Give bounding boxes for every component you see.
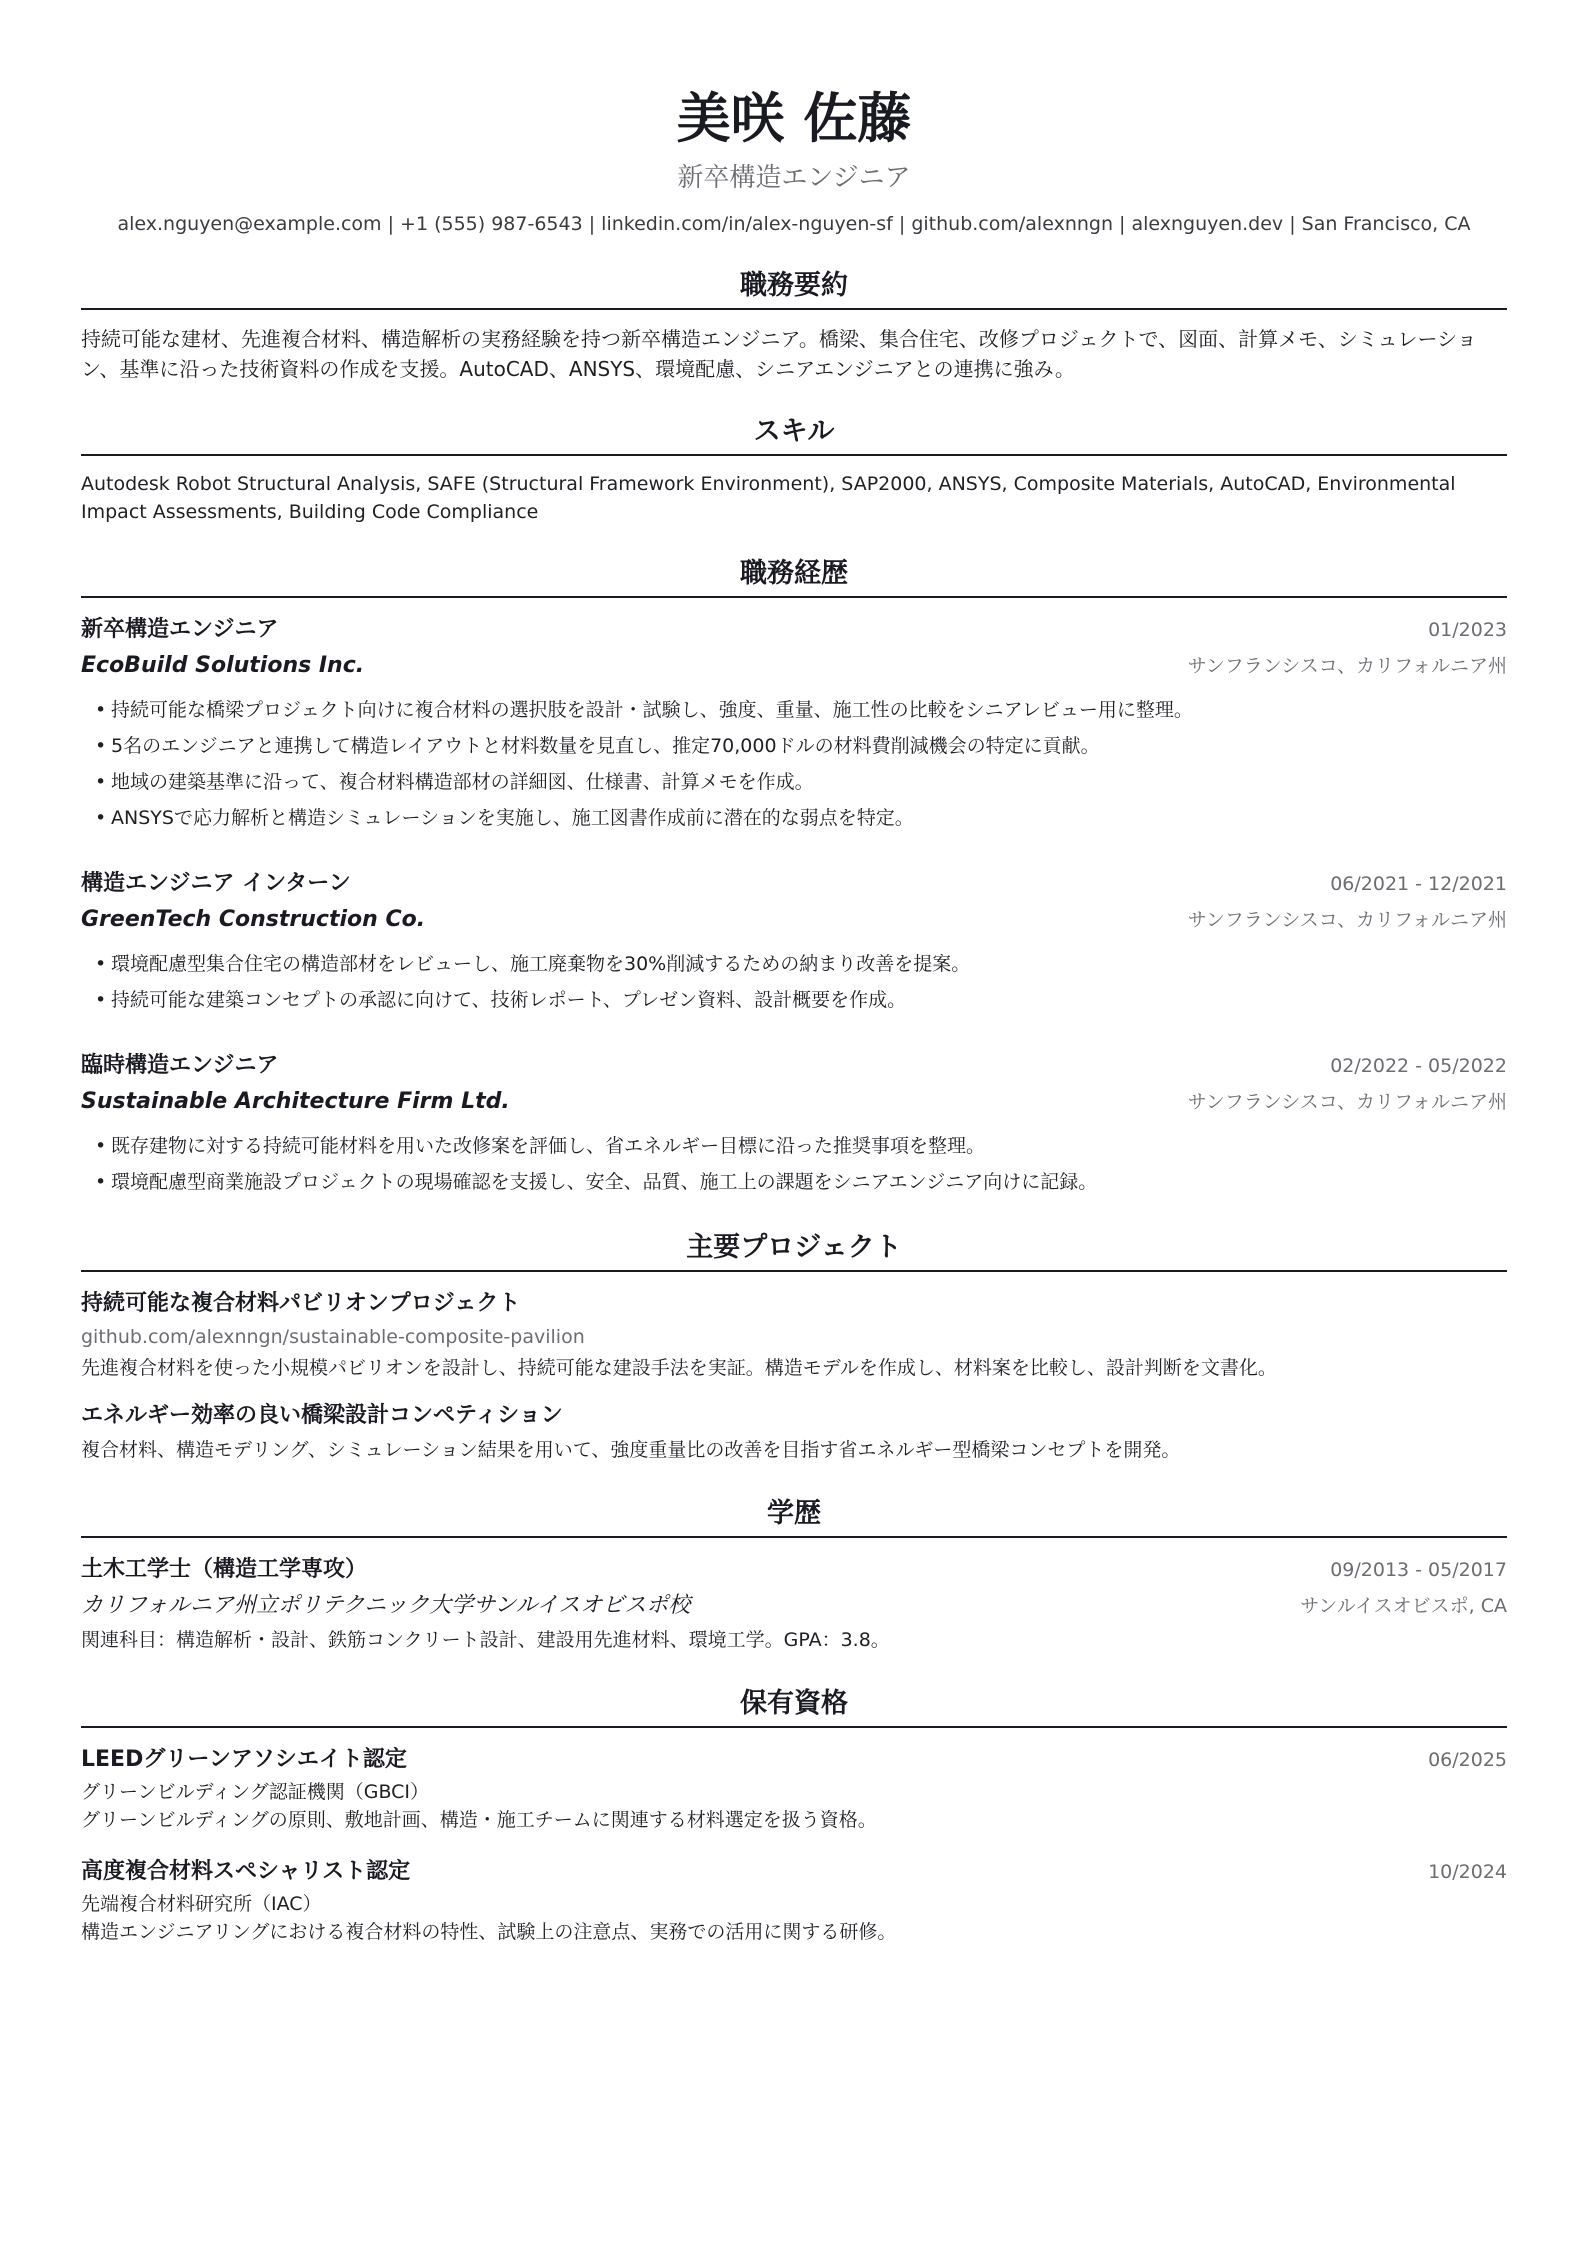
candidate-name: 美咲 佐藤 xyxy=(676,86,912,150)
certification-name: 高度複合材料スペシャリスト認定 xyxy=(81,1859,411,1884)
degree-name: 土木工学士（構造工学専攻） xyxy=(81,1557,368,1582)
candidate-headline: 新卒構造エンジニア xyxy=(677,163,911,193)
job-bullets xyxy=(81,692,1507,836)
resume-header xyxy=(81,82,1507,238)
education-dates: 09/2013 - 05/2017 xyxy=(1330,1559,1507,1581)
job-bullet: • 持続可能な橋梁プロジェクト向けに複合材料の選択肢を設計・試験し、強度、重量、施工性の比較をシニアレビュー用に整理。 xyxy=(95,692,1507,728)
summary-section xyxy=(81,266,1507,384)
certification-entry xyxy=(81,1854,1507,1946)
project-description: 先進複合材料を使った小規模パビリオンを設計し、持続可能な建設手法を実証。構造モデルを作成し、材料案を比較し、設計判断を文書化。 xyxy=(81,1357,1277,1379)
job-location: サンフランシスコ、カリフォルニア州 xyxy=(1187,1091,1507,1113)
job-bullet: • 地域の建築基準に沿って、複合材料構造部材の詳細図、仕様書、計算メモを作成。 xyxy=(95,764,1507,800)
job-entry xyxy=(81,612,1507,836)
job-location: サンフランシスコ、カリフォルニア州 xyxy=(1187,655,1507,677)
job-entry xyxy=(81,866,1507,1018)
certification-issuer: 先端複合材料研究所（IAC） xyxy=(81,1893,322,1915)
job-bullet: • 既存建物に対する持続可能材料を用いた改修案を評価し、省エネルギー目標に沿った推奨事項を整理。 xyxy=(95,1128,1507,1164)
project-name: 持続可能な複合材料パビリオンプロジェクト xyxy=(81,1291,521,1316)
job-bullets xyxy=(81,1128,1507,1200)
school-location: サンルイスオビスポ, CA xyxy=(1300,1595,1507,1617)
project-entry xyxy=(81,1398,1507,1466)
summary-text: 持続可能な建材、先進複合材料、構造解析の実務経験を持つ新卒構造エンジニア。橋梁、集合住宅、改修プロジェクトで、図面、計算メモ、シミュレーション、基準に沿った技術資料の作成を支援。AutoCAD、ANSYS、環境配慮、シニアエンジニアとの連携に強み。 xyxy=(81,327,1477,381)
job-bullet: • 持続可能な建築コンセプトの承認に向けて、技術レポート、プレゼン資料、設計概要を作成。 xyxy=(95,982,1507,1018)
experience-section xyxy=(81,554,1507,1200)
education-section xyxy=(81,1494,1507,1656)
section-title-skills: スキル xyxy=(81,412,1507,456)
certification-issuer: グリーンビルディング認証機関（GBCI） xyxy=(81,1781,430,1803)
job-bullet: • ANSYSで応力解析と構造シミュレーションを実施し、施工図書作成前に潜在的な弱点を特定。 xyxy=(95,800,1507,836)
project-link[interactable]: github.com/alexnngn/sustainable-composite-pavilion xyxy=(81,1326,585,1348)
certification-description: グリーンビルディングの原則、敷地計画、構造・施工チームに関連する材料選定を扱う資格。 xyxy=(81,1809,877,1831)
project-entry xyxy=(81,1286,1507,1384)
certification-name: LEEDグリーンアソシエイト認定 xyxy=(81,1747,407,1772)
job-dates: 01/2023 xyxy=(1428,619,1507,641)
skills-section xyxy=(81,412,1507,526)
job-dates: 06/2021 - 12/2021 xyxy=(1330,873,1507,895)
section-title-education: 学歴 xyxy=(81,1494,1507,1538)
job-bullet: • 環境配慮型商業施設プロジェクトの現場確認を支援し、安全、品質、施工上の課題をシニアエンジニア向けに記録。 xyxy=(95,1164,1507,1200)
skills-list: Autodesk Robot Structural Analysis, SAFE (Structural Framework Environment), SAP2000, ANSYS, Composite Materials, AutoCAD, Environmental Impact Assessments, Building Code Compliance xyxy=(81,473,1456,523)
certification-entry xyxy=(81,1742,1507,1834)
certification-description: 構造エンジニアリングにおける複合材料の特性、試験上の注意点、実務での活用に関する研修。 xyxy=(81,1921,897,1943)
job-bullet: • 環境配慮型集合住宅の構造部材をレビューし、施工廃棄物を30%削減するための納まり改善を提案。 xyxy=(95,946,1507,982)
job-company: Sustainable Architecture Firm Ltd. xyxy=(81,1089,510,1114)
contact-line: alex.nguyen@example.com | +1 (555) 987-6543 | linkedin.com/in/alex-nguyen-sf | github.com/alexnngn | alexnguyen.dev | San Francisco, CA xyxy=(117,213,1471,235)
project-name: エネルギー効率の良い橋梁設計コンペティション xyxy=(81,1403,563,1428)
job-entry xyxy=(81,1048,1507,1200)
certification-date: 10/2024 xyxy=(1428,1861,1507,1883)
job-dates: 02/2022 - 05/2022 xyxy=(1330,1055,1507,1077)
certifications-section xyxy=(81,1684,1507,1946)
section-title-experience: 職務経歴 xyxy=(81,554,1507,598)
job-bullet: • 5名のエンジニアと連携して構造レイアウトと材料数量を見直し、推定70,000ドルの材料費削減機会の特定に貢献。 xyxy=(95,728,1507,764)
job-company: GreenTech Construction Co. xyxy=(81,907,426,932)
job-company: EcoBuild Solutions Inc. xyxy=(81,653,365,678)
job-bullets xyxy=(81,946,1507,1018)
job-title: 構造エンジニア インターン xyxy=(81,871,351,896)
projects-section xyxy=(81,1228,1507,1466)
section-title-summary: 職務要約 xyxy=(81,266,1507,310)
education-detail: 関連科目：構造解析・設計、鉄筋コンクリート設計、建設用先進材料、環境工学。GPA：3.8。 xyxy=(81,1629,890,1651)
section-title-projects: 主要プロジェクト xyxy=(81,1228,1507,1272)
job-title: 新卒構造エンジニア xyxy=(81,617,279,642)
job-location: サンフランシスコ、カリフォルニア州 xyxy=(1187,909,1507,931)
certification-date: 06/2025 xyxy=(1428,1749,1507,1771)
job-title: 臨時構造エンジニア xyxy=(81,1053,279,1078)
section-title-certifications: 保有資格 xyxy=(81,1684,1507,1728)
project-description: 複合材料、構造モデリング、シミュレーション結果を用いて、強度重量比の改善を目指す省エネルギー型橋梁コンセプトを開発。 xyxy=(81,1439,1181,1461)
school-name: カリフォルニア州立ポリテクニック大学サンルイスオビスポ校 xyxy=(81,1593,691,1618)
